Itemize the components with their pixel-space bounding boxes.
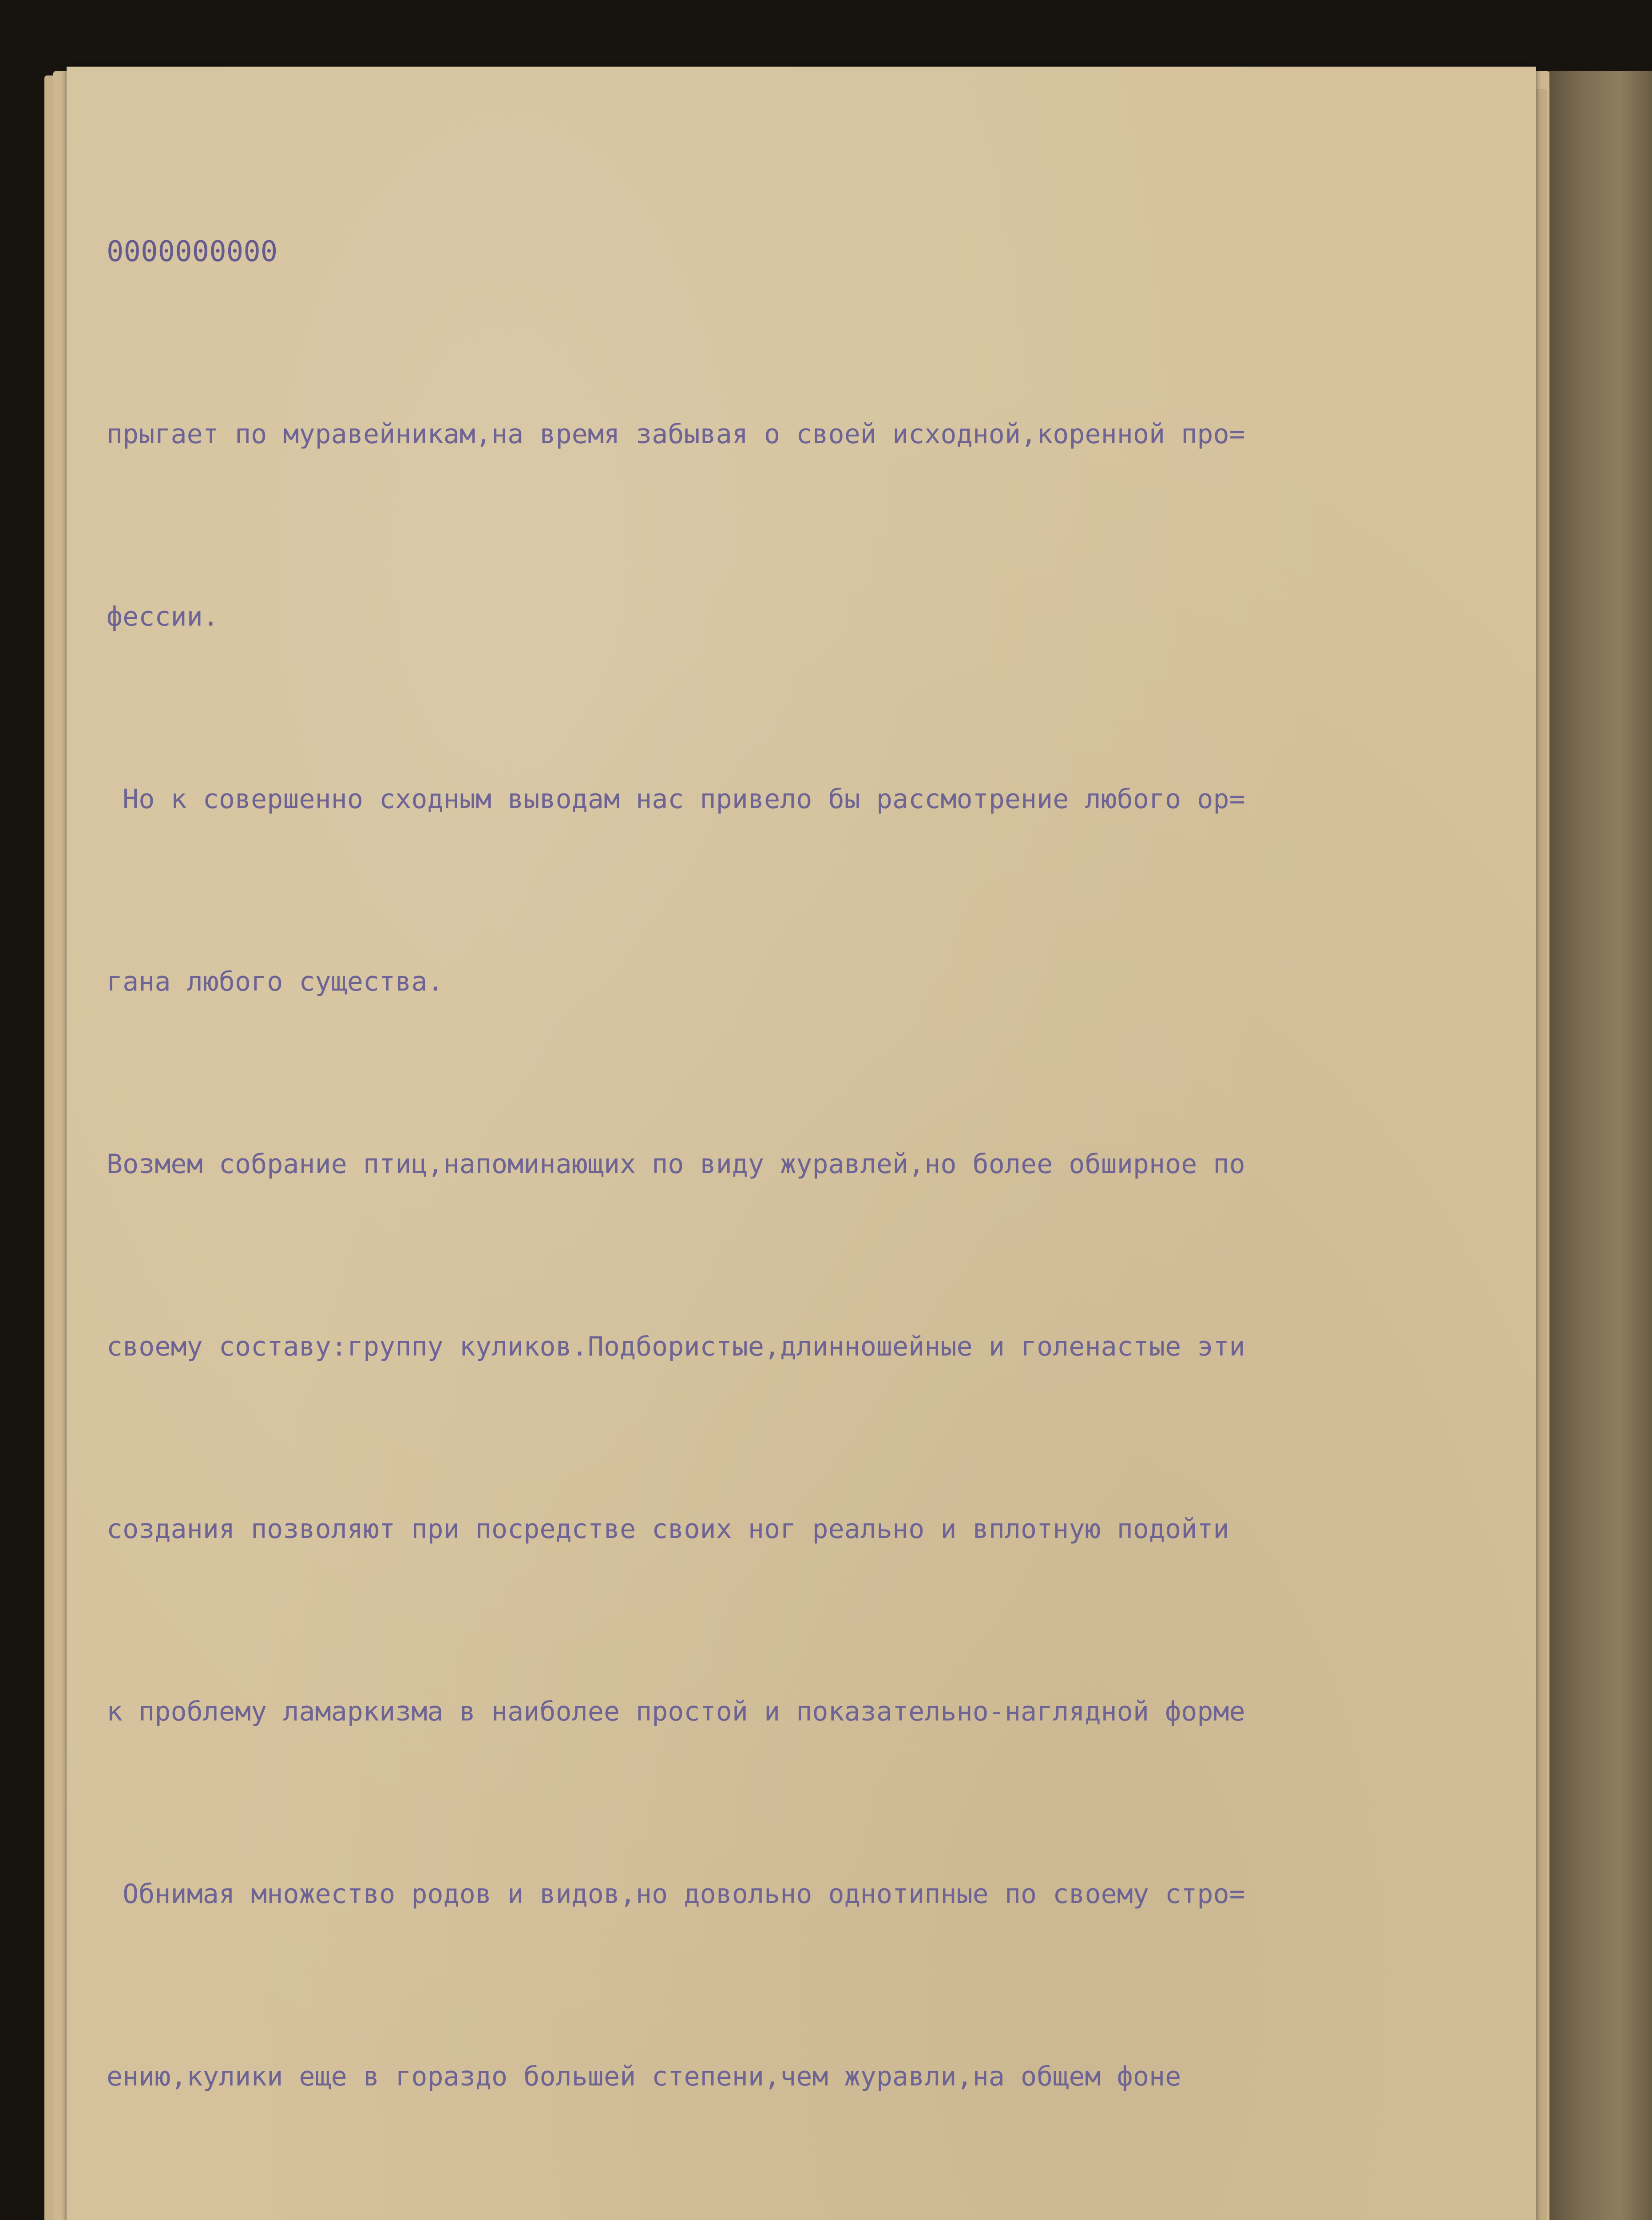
text-line: прыгает по муравейникам,на время забывая о своей исходной,коренной про= <box>107 419 1245 450</box>
text-line: Возмем собрание птиц,напоминающих по виду журавлей,но более обширное по <box>107 1149 1245 1180</box>
text-line: Обнимая множество родов и видов,но довольно однотипные по своему стро= <box>107 1879 1245 1910</box>
text-line: создания позволяют при посредстве своих ног реально и вплотную подойти <box>107 1514 1229 1545</box>
page-number-header: 0000000000 <box>107 235 278 268</box>
text-line: гана любого существа. <box>107 966 444 997</box>
text-line: фессии. <box>107 601 219 632</box>
text-line: к проблему ламаркизма в наиболее простой и показательно-наглядной форме <box>107 1696 1245 1727</box>
binder-board <box>1545 71 1652 2220</box>
text-line: своему составу:группу куликов.Подбористые,длинношейные и голенастые эти <box>107 1331 1245 1362</box>
text-line: ению,кулики еще в гораздо большей степени,чем журавли,на общем фоне <box>107 2061 1181 2092</box>
text-line: Но к совершенно сходным выводам нас привело бы рассмотрение любого ор= <box>107 784 1245 815</box>
page-text <box>107 100 1518 2220</box>
